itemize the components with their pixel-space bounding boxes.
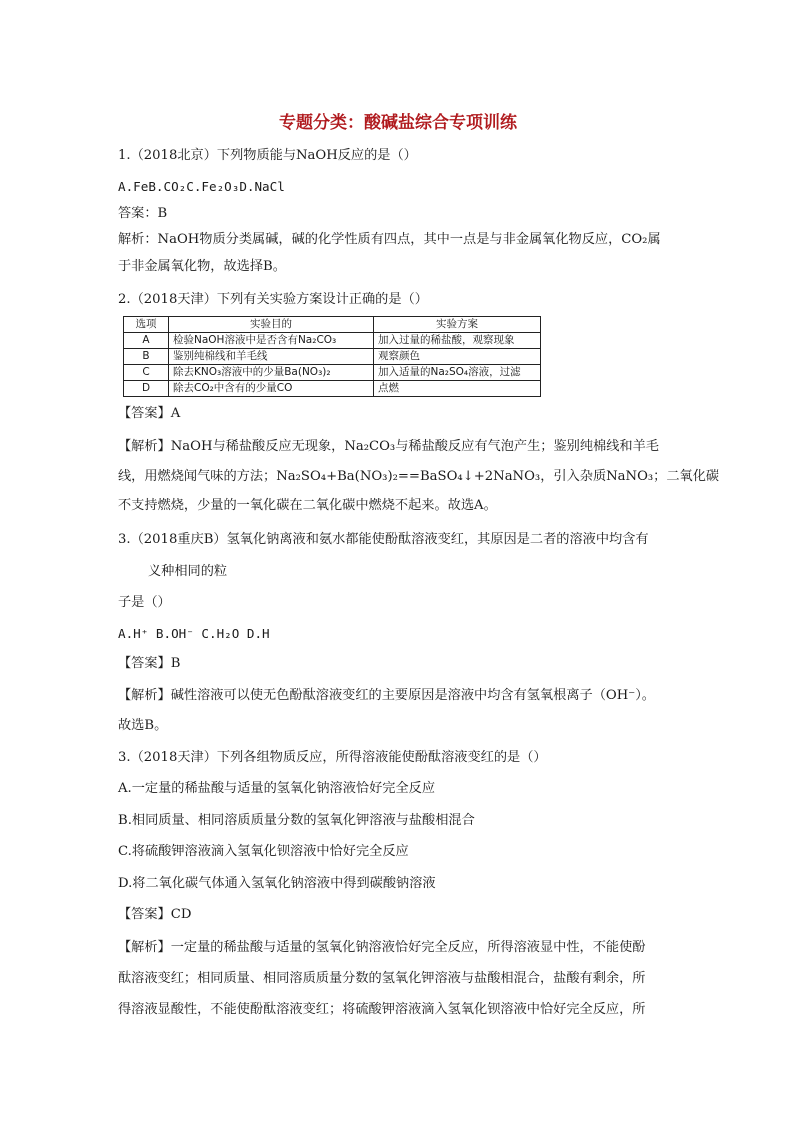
q3b-analysis-line-2: 酞溶液变红；相同质量、相同溶质质量分数的氢氧化钾溶液与盐酸相混合，盐酸有剩余，所 bbox=[118, 971, 646, 986]
table-row bbox=[124, 381, 541, 397]
q3b-stem: 3.（2018天津）下列各组物质反应，所得溶液能使酚酞溶液变红的是（） bbox=[118, 750, 547, 765]
table-cell: 观察颜色 bbox=[374, 349, 541, 365]
q1-analysis-line-1: 解析：NaOH物质分类属碱，碱的化学性质有四点，其中一点是与非金属氧化物反应，CO₂属 bbox=[118, 232, 661, 247]
table-row bbox=[124, 349, 541, 365]
q3b-option-c: C.将硫酸钾溶液滴入氢氧化钡溶液中恰好完全反应 bbox=[118, 844, 409, 859]
table-cell: 鉴别纯棉线和羊毛线 bbox=[169, 349, 374, 365]
table-header-cell: 实验方案 bbox=[374, 317, 541, 333]
q3b-option-b: B.相同质量、相同溶质质量分数的氢氧化钾溶液与盐酸相混合 bbox=[118, 813, 475, 828]
q3b-answer: 【答案】CD bbox=[118, 907, 192, 922]
table-header-row bbox=[124, 317, 541, 333]
q1-answer: 答案：B bbox=[118, 206, 168, 221]
page-title: 专题分类：酸碱盐综合专项训练 bbox=[279, 113, 517, 133]
table-header-cell: 实验目的 bbox=[169, 317, 374, 333]
q3a-stem-line-1: 3.（2018重庆B）氢氧化钠离液和氨水都能使酚酞溶液变红，其原因是二者的溶液中均含有 bbox=[118, 532, 649, 547]
table-cell: 除去CO₂中含有的少量CO bbox=[169, 381, 374, 397]
table-cell: 加入适量的Na₂SO₄溶液，过滤 bbox=[374, 365, 541, 381]
q1-options: A.FeB.CO₂C.Fe₂O₃D.NaCl bbox=[118, 179, 285, 194]
q2-analysis-line-1: 【解析】NaOH与稀盐酸反应无现象，Na₂CO₃与稀盐酸反应有气泡产生；鉴别纯棉线和羊毛 bbox=[118, 439, 659, 454]
q3b-analysis-line-3: 得溶液显酸性，不能使酚酞溶液变红；将硫酸钾溶液滴入氢氧化钡溶液中恰好完全反应，所 bbox=[118, 1002, 646, 1017]
table-row bbox=[124, 365, 541, 381]
table-cell: 点燃 bbox=[374, 381, 541, 397]
table-cell: 加入过量的稀盐酸，观察现象 bbox=[374, 333, 541, 349]
q1-stem: 1.（2018北京）下列物质能与NaOH反应的是（） bbox=[118, 148, 417, 163]
q3b-option-d: D.将二氧化碳气体通入氢氧化钠溶液中得到碳酸钠溶液 bbox=[118, 876, 436, 891]
table-header-cell: 选项 bbox=[124, 317, 169, 333]
table-cell: 检验NaOH溶液中是否含有Na₂CO₃ bbox=[169, 333, 374, 349]
q3a-analysis-line-1: 【解析】碱性溶液可以使无色酚酞溶液变红的主要原因是溶液中均含有氢氧根离子（OH⁻）。 bbox=[118, 688, 655, 703]
q3a-answer: 【答案】B bbox=[118, 656, 181, 671]
q3a-analysis-line-2: 故选B。 bbox=[118, 718, 168, 733]
table-cell: C bbox=[124, 365, 169, 381]
q2-options-table bbox=[123, 316, 541, 397]
table-cell: D bbox=[124, 381, 169, 397]
table-cell: A bbox=[124, 333, 169, 349]
q3b-analysis-line-1: 【解析】一定量的稀盐酸与适量的氢氧化钠溶液恰好完全反应，所得溶液显中性，不能使酚 bbox=[118, 940, 646, 955]
q2-answer: 【答案】A bbox=[118, 406, 181, 421]
table-row bbox=[124, 333, 541, 349]
table-cell: B bbox=[124, 349, 169, 365]
q1-analysis-line-2: 于非金属氧化物，故选择B。 bbox=[118, 259, 286, 274]
table-cell: 除去KNO₃溶液中的少量Ba(NO₃)₂ bbox=[169, 365, 374, 381]
q2-analysis-line-3: 不支持燃烧，少量的一氧化碳在二氧化碳中燃烧不起来。故选A。 bbox=[118, 498, 497, 513]
q3b-option-a: A.一定量的稀盐酸与适量的氢氧化钠溶液恰好完全反应 bbox=[118, 781, 436, 796]
q2-stem: 2.（2018天津）下列有关实验方案设计正确的是（） bbox=[118, 292, 428, 307]
q3a-stem-line-3: 子是（） bbox=[118, 595, 171, 610]
q3a-options: A.H⁺ B.OH⁻ C.H₂O D.H bbox=[118, 626, 270, 641]
q3a-stem-line-2: 义种相同的粒 bbox=[148, 564, 228, 579]
q2-analysis-line-2: 线，用燃烧闻气味的方法；Na₂SO₄+Ba(NO₃)₂==BaSO₄↓+2NaNO₃，引入杂质NaNO₃；二氧化碳 bbox=[118, 469, 720, 484]
